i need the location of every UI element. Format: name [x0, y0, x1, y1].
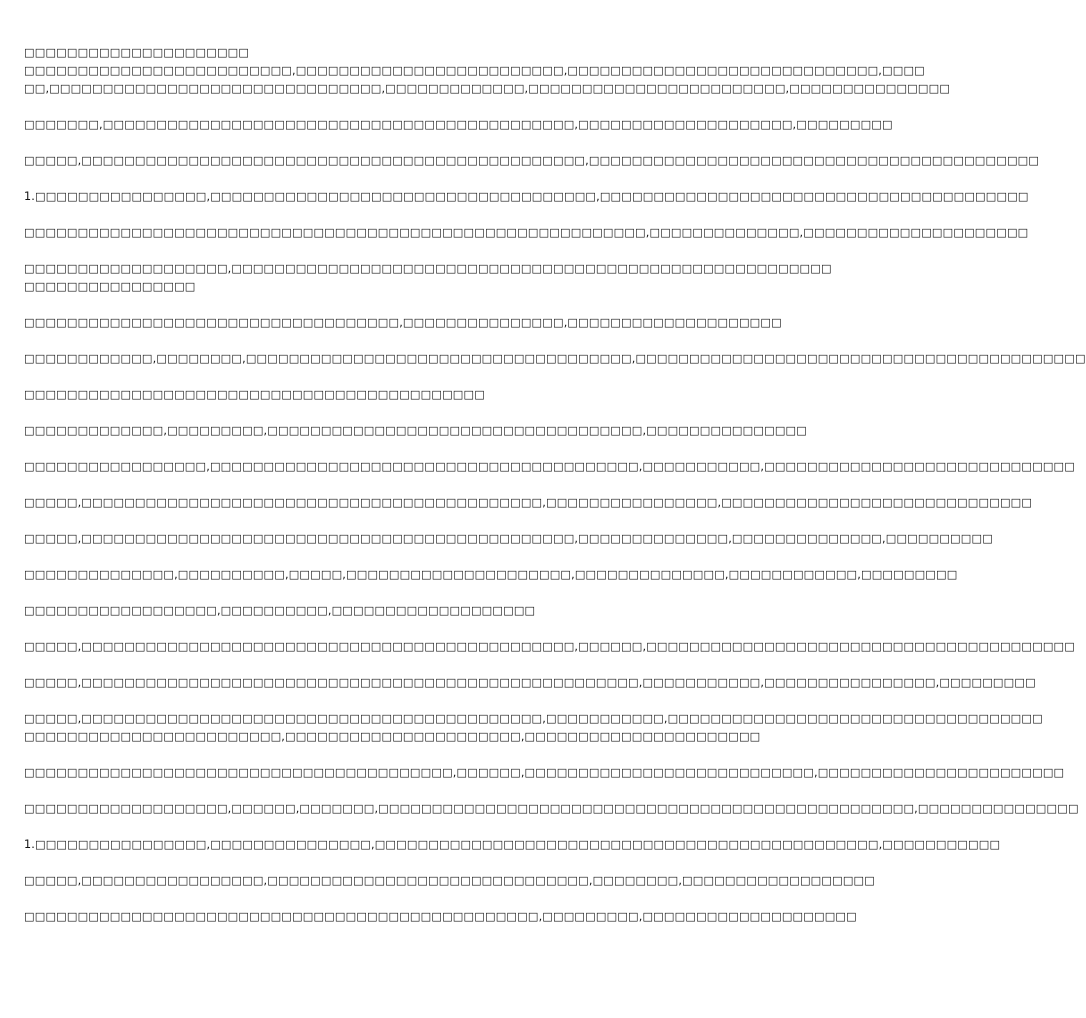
text-line: □□□□□□□□□□□□□□□□□□□□□□□□□□□□□□□□□□□□□□□□□□□□□□□□□□□□□□□□□□,□□□□□□□□□□□□□□,□□□□□□□□□□□□□□□□□□□□□	[24, 226, 1029, 239]
text-line: □□□□□,□□□□□□□□□□□□□□□□□□□□□□□□□□□□□□□□□□□□□□□□□□□□□□,□□□□□□,□□□□□□□□□□□□□□□□□□□□□□□□□□□□□□□□□□□□□□□□	[24, 640, 1075, 653]
paragraph	[24, 224, 1029, 242]
text-line: □□□□□,□□□□□□□□□□□□□□□□□□□□□□□□□□□□□□□□□□□□□□□□□□□□□□,□□□□□□□□□□□□□□,□□□□□□□□□□□□□□,□□□□□□□□□□	[24, 532, 993, 545]
paragraph	[24, 386, 696, 404]
text-line: □□□□□□□□□□□□□□□□□□□□□□□□,□□□□□□□□□□□□□□□□□□□□□□,□□□□□□□□□□□□□□□□□□□□□□	[24, 730, 761, 743]
paragraph	[24, 602, 696, 620]
paragraph	[24, 458, 1075, 476]
text-line: □□□□□□□□□□□□□□□□□□□□□□□□□,□□□□□□□□□□□□□□□□□□□□□□□□□,□□□□□□□□□□□□□□□□□□□□□□□□□□□□□,□□□□	[24, 64, 925, 77]
text-line: □□□□□□□□□□□□□□□□□□□□□	[24, 46, 250, 59]
text-line: □□□□□,□□□□□□□□□□□□□□□□□,□□□□□□□□□□□□□□□□□□□□□□□□□□□□□□,□□□□□□□□,□□□□□□□□□□□□□□□□□□	[24, 874, 876, 887]
paragraph	[24, 800, 1079, 818]
paragraph	[24, 350, 1086, 368]
paragraph	[24, 836, 1001, 854]
paragraph	[24, 314, 782, 332]
text-line: □□□□□,□□□□□□□□□□□□□□□□□□□□□□□□□□□□□□□□□□□□□□□□□□□□□□□,□□□□□□□□□□□□□□□□□□□□□□□□□□□□□□□□□□□□□□□□□□	[24, 154, 1040, 167]
text-line: □□□□□,□□□□□□□□□□□□□□□□□□□□□□□□□□□□□□□□□□□□□□□□□□□,□□□□□□□□□□□,□□□□□□□□□□□□□□□□□□□□□□□□□□□□□□□□□□□	[24, 712, 1043, 725]
text-line: □□□□□□□□□□□□□□□□□□□□□□□□□□□□□□□□□□□□□□□□,□□□□□□,□□□□□□□□□□□□□□□□□□□□□□□□□□□,□□□□□□□□□□□□□□□□□□□□□□□	[24, 766, 1065, 779]
text-line: □□□□□□□,□□□□□□□□□□□□□□□□□□□□□□□□□□□□□□□□□□□□□□□□□□□□,□□□□□□□□□□□□□□□□□□□□,□□□□□□□□□	[24, 118, 893, 131]
text-line: □□,□□□□□□□□□□□□□□□□□□□□□□□□□□□□□□□,□□□□□□□□□□□□□,□□□□□□□□□□□□□□□□□□□□□□□□,□□□□□□□□□□□□□□□	[24, 82, 951, 95]
paragraph	[24, 44, 951, 98]
document-body	[24, 44, 1086, 944]
paragraph	[24, 710, 1043, 746]
text-line: □□□□□□□□□□□□□□□□□,□□□□□□□□□□□□□□□□□□□□□□□□□□□□□□□□□□□□□□□□,□□□□□□□□□□□,□□□□□□□□□□□□□□□□□□□□□□□□□□□□□	[24, 460, 1075, 473]
paragraph	[24, 872, 876, 890]
paragraph	[24, 764, 1065, 782]
text-line: □□□□□□□□□□□□□□□□□□□,□□□□□□□□□□□□□□□□□□□□□□□□□□□□□□□□□□□□□□□□□□□□□□□□□□□□□□□□	[24, 262, 832, 275]
text-line: 1.□□□□□□□□□□□□□□□□,□□□□□□□□□□□□□□□□□□□□□□□□□□□□□□□□□□□□,□□□□□□□□□□□□□□□□□□□□□□□□□□□□□□□□□□□□□□□□	[24, 190, 1029, 203]
text-line: □□□□□□□□□□□□□□□□□□□□□□□□□□□□□□□□□□□□□□□□□□□	[24, 388, 485, 401]
paragraph	[24, 530, 993, 548]
text-line: □□□□□□□□□□□□□□□□□□□,□□□□□□,□□□□□□□,□□□□□□□□□□□□□□□□□□□□□□□□□□□□□□□□□□□□□□□□□□□□□□□□□□,□□□□□□□□□□□□□□□	[24, 802, 1079, 815]
text-line: □□□□□□□□□□□□□□□□□□□□□□□□□□□□□□□□□□□□□□□□□□□□□□□□,□□□□□□□□□,□□□□□□□□□□□□□□□□□□□□	[24, 910, 857, 923]
paragraph	[24, 260, 832, 296]
paragraph	[24, 116, 893, 134]
paragraph	[24, 638, 1075, 656]
text-line: □□□□□□□□□□□□□,□□□□□□□□□,□□□□□□□□□□□□□□□□□□□□□□□□□□□□□□□□□□□,□□□□□□□□□□□□□□□	[24, 424, 807, 437]
text-line: □□□□□□□□□□□□□□□□□□□□□□□□□□□□□□□□□□□,□□□□□□□□□□□□□□□,□□□□□□□□□□□□□□□□□□□□	[24, 316, 782, 329]
paragraph	[24, 674, 1036, 692]
paragraph	[24, 152, 1040, 170]
paragraph	[24, 908, 857, 926]
text-line: □□□□□□□□□□□□□□,□□□□□□□□□□,□□□□□,□□□□□□□□□□□□□□□□□□□□□,□□□□□□□□□□□□□□,□□□□□□□□□□□□,□□□□□□□□□	[24, 568, 958, 581]
text-line: 1.□□□□□□□□□□□□□□□□,□□□□□□□□□□□□□□□,□□□□□□□□□□□□□□□□□□□□□□□□□□□□□□□□□□□□□□□□□□□□□□□,□□□□□□□□□□□	[24, 838, 1001, 851]
text-line: □□□□□□□□□□□□□□□□	[24, 280, 196, 293]
text-line: □□□□□□□□□□□□,□□□□□□□□,□□□□□□□□□□□□□□□□□□□□□□□□□□□□□□□□□□□□,□□□□□□□□□□□□□□□□□□□□□□□□□□□□□□□□□□□□□□□□□□	[24, 352, 1086, 365]
paragraph	[24, 494, 1033, 512]
text-line: □□□□□□□□□□□□□□□□□□,□□□□□□□□□□,□□□□□□□□□□□□□□□□□□□	[24, 604, 536, 617]
paragraph	[24, 566, 958, 584]
paragraph	[24, 422, 807, 440]
text-line: □□□□□,□□□□□□□□□□□□□□□□□□□□□□□□□□□□□□□□□□□□□□□□□□□,□□□□□□□□□□□□□□□□,□□□□□□□□□□□□□□□□□□□□□□□□□□□□□	[24, 496, 1033, 509]
text-line: □□□□□,□□□□□□□□□□□□□□□□□□□□□□□□□□□□□□□□□□□□□□□□□□□□□□□□□□□□,□□□□□□□□□□□,□□□□□□□□□□□□□□□□,□□□□□□□□□	[24, 676, 1036, 689]
paragraph	[24, 188, 1029, 206]
